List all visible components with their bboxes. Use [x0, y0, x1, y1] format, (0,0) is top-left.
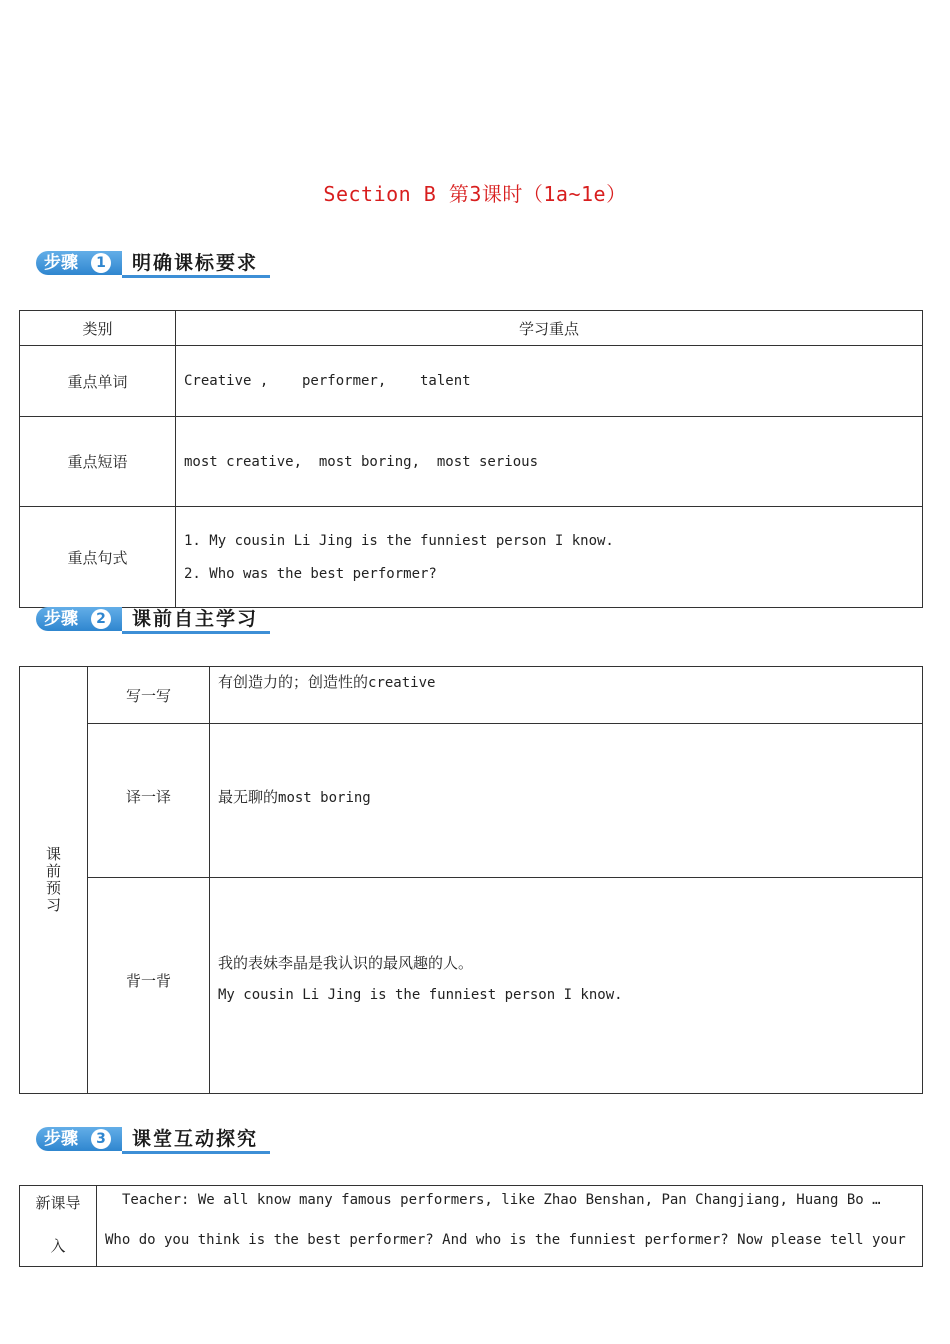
row-content: Creative , performer, talent — [176, 346, 923, 417]
intro-content — [97, 1186, 923, 1267]
row-content — [210, 667, 923, 724]
intro-table — [19, 1185, 923, 1267]
content-en: most boring — [278, 790, 371, 806]
step-3-heading — [36, 1127, 270, 1153]
step-underline — [122, 631, 270, 634]
intro-label-line1: 新课导 — [35, 1194, 81, 1212]
row-category: 重点短语 — [20, 417, 176, 507]
step-underline — [122, 1151, 270, 1154]
row-label: 译一译 — [88, 724, 210, 878]
preview-table — [19, 666, 923, 1094]
intro-label-line2: 入 — [50, 1237, 66, 1255]
row-label: 背一背 — [88, 878, 210, 1094]
content-en: creative — [368, 675, 436, 691]
step-2-heading — [36, 607, 270, 633]
row-content — [210, 724, 923, 878]
intro-line-2: Who do you think is the best performer? And who is the funniest performer? Now please tell your — [105, 1232, 906, 1248]
sentence-1: 1. My cousin Li Jing is the funniest person I know. — [184, 532, 614, 549]
step-label: 明确课标要求 — [132, 252, 259, 274]
row-content — [210, 878, 923, 1094]
side-label — [20, 667, 88, 1094]
row-content — [176, 507, 923, 608]
content-en: My cousin Li Jing is the funniest person I know. — [218, 987, 623, 1003]
header-category: 类别 — [20, 311, 176, 346]
page-title: Section B 第3课时（1a~1e） — [323, 182, 627, 206]
step-number-icon: 2 — [91, 609, 111, 629]
intro-line-1: Teacher: We all know many famous performers, like Zhao Benshan, Pan Changjiang, Huang Bo … — [122, 1192, 881, 1208]
row-content: most creative, most boring, most serious — [176, 417, 923, 507]
step-badge: 步骤 — [36, 251, 122, 275]
step-number-icon: 1 — [91, 253, 111, 273]
step-label: 课前自主学习 — [132, 608, 259, 630]
step-1-heading — [36, 251, 270, 277]
step-underline — [122, 275, 270, 278]
step-label: 课堂互动探究 — [132, 1128, 259, 1150]
content-cn: 最无聊的 — [218, 788, 279, 806]
row-category: 重点句式 — [20, 507, 176, 608]
content-cn: 有创造力的；创造性的 — [218, 673, 369, 691]
side-label-text: 课前预习 — [45, 845, 61, 914]
content-cn: 我的表妹李晶是我认识的最风趣的人。 — [218, 954, 474, 972]
intro-label — [20, 1186, 97, 1267]
row-label: 写一写 — [88, 667, 210, 724]
step-badge: 步骤 — [36, 607, 122, 631]
curriculum-table — [19, 310, 923, 608]
header-focus: 学习重点 — [176, 311, 923, 346]
step-badge: 步骤 — [36, 1127, 122, 1151]
row-category: 重点单词 — [20, 346, 176, 417]
step-number-icon: 3 — [91, 1129, 111, 1149]
sentence-2: 2. Who was the best performer? — [184, 565, 437, 582]
